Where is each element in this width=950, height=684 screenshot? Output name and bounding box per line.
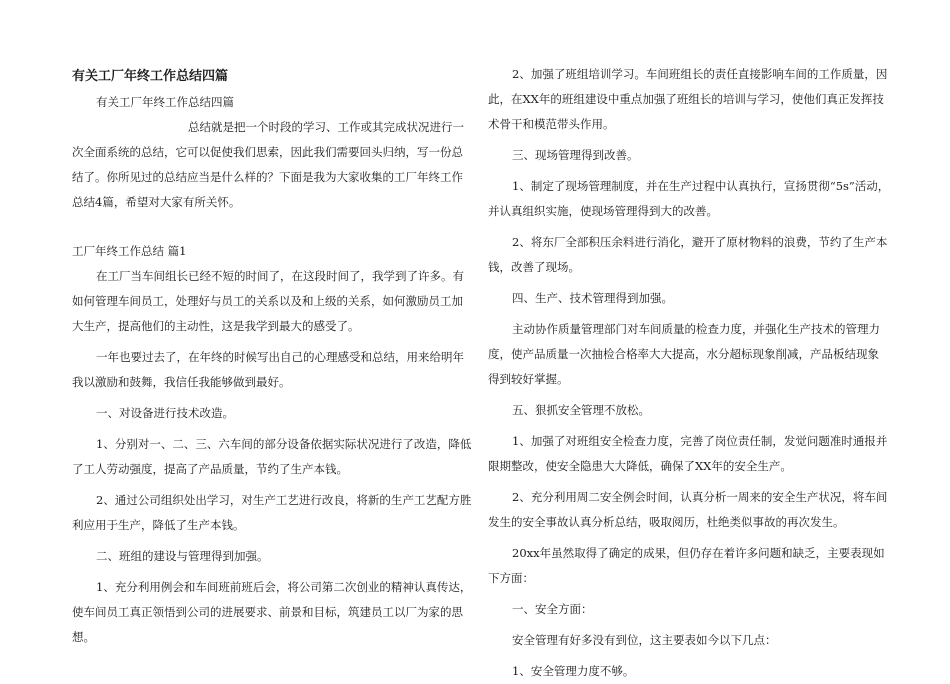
paragraph-line: 我以激励和鼓舞，我信任我能够做到最好。 bbox=[72, 375, 291, 389]
paragraph-line: 2、将东厂全部积压余料进行消化，避开了原材物料的浪费，节约了生产本 bbox=[512, 235, 888, 249]
paragraph-line: 大生产，提高他们的主动性，这是我学到最大的感受了。 bbox=[72, 319, 360, 333]
subheading: 三、现场管理得到改善。 bbox=[512, 148, 639, 162]
paragraph-line: 2、通过公司组织处出学习，对生产工艺进行改良，将新的生产工艺配方胜 bbox=[96, 493, 472, 507]
paragraph-line: 1、加强了对班组安全检查力度，完善了岗位责任制，发觉问题准时通报并 bbox=[512, 434, 888, 448]
intro-line: 次全面系统的总结，它可以促使我们思索，因此我们需要回头归纳，写一份总 bbox=[72, 145, 463, 159]
paragraph-line: 一年也要过去了，在年终的时候写出自己的心理感受和总结，用来给明年 bbox=[96, 350, 464, 364]
paragraph-line: 1、充分利用例会和车间班前班后会，将公司第二次创业的精神认真传达， bbox=[96, 580, 472, 594]
paragraph-line: 了工人劳动强度，提高了产品质量，节约了生产本钱。 bbox=[72, 462, 348, 476]
document-subtitle: 有关工厂年终工作总结四篇 bbox=[96, 95, 234, 109]
paragraph-line: 使车间员工真正领悟到公司的进展要求、前景和目标，筑建员工以厂为家的思 bbox=[72, 605, 463, 619]
paragraph-line: 钱，改善了现场。 bbox=[488, 260, 580, 274]
paragraph-line: 限期整改，使安全隐患大大降低，确保了XX年的安全生产。 bbox=[488, 459, 792, 473]
intro-line: 总结就是把一个时段的学习、工作或其完成状况进行一 bbox=[188, 120, 464, 134]
paragraph-line: 度，使产品质量一次抽检合格率大大提高，水分超标现象削减，产品板结现象 bbox=[488, 347, 879, 361]
paragraph-line: 主动协作质量管理部门对车间质量的检查力度，并强化生产技术的管理力 bbox=[512, 322, 880, 336]
paragraph-line: 1、安全管理力度不够。 bbox=[512, 664, 635, 678]
paragraph-line: 在工厂当车间组长已经不短的时间了，在这段时间了，我学到了许多。有 bbox=[96, 269, 464, 283]
paragraph-line: 并认真组织实施，使现场管理得到大的改善。 bbox=[488, 204, 718, 218]
paragraph-line: 下方面： bbox=[488, 571, 534, 585]
document-title: 有关工厂年终工作总结四篇 bbox=[72, 69, 229, 84]
paragraph-line: 1、制定了现场管理制度，并在生产过程中认真执行，宣扬贯彻“5s”活动， bbox=[512, 179, 890, 193]
subheading: 五、狠抓安全管理不放松。 bbox=[512, 403, 650, 417]
paragraph-line: 20xx年虽然取得了确定的成果，但仍存在着许多问题和缺乏，主要表现如 bbox=[512, 546, 885, 560]
paragraph-line: 2、充分利用周二安全例会时间，认真分析一周来的安全生产状况，将车间 bbox=[512, 490, 888, 504]
section-heading: 工厂年终工作总结 篇1 bbox=[72, 244, 187, 258]
paragraph-line: 发生的安全事故认真分析总结，吸取阅历，杜绝类似事故的再次发生。 bbox=[488, 515, 845, 529]
paragraph-line: 1、分别对一、二、三、六车间的部分设备依据实际状况进行了改造，降低 bbox=[96, 437, 472, 451]
paragraph-line: 2、加强了班组培训学习。车间班组长的责任直接影响车间的工作质量，因 bbox=[512, 67, 888, 81]
intro-line: 总结4篇，希望对大家有所关怀。 bbox=[72, 195, 241, 209]
left-column bbox=[72, 62, 472, 650]
subheading: 四、生产、技术管理得到加强。 bbox=[512, 291, 673, 305]
spacer bbox=[72, 215, 472, 239]
paragraph-line: 如何管理车间员工，处理好与员工的关系以及和上级的关系，如何激励员工加 bbox=[72, 294, 463, 308]
subheading: 一、对设备进行技术改造。 bbox=[96, 406, 234, 420]
paragraph-line: 安全管理有好多没有到位，这主要表如今以下几点： bbox=[512, 633, 777, 647]
paragraph-line: 此，在XX年的班组建设中重点加强了班组长的培训与学习，使他们真正发挥技 bbox=[488, 92, 884, 106]
right-column bbox=[488, 62, 890, 684]
subheading: 一、安全方面： bbox=[512, 602, 593, 616]
subheading: 二、班组的建设与管理得到加强。 bbox=[96, 549, 269, 563]
intro-line: 结了。你所见过的总结应当是什么样的？下面是我为大家收集的工厂年终工作 bbox=[72, 170, 463, 184]
paragraph-line: 利应用于生产，降低了生产本钱。 bbox=[72, 518, 245, 532]
paragraph-line: 术骨干和模范带头作用。 bbox=[488, 117, 615, 131]
paragraph-line: 想。 bbox=[72, 630, 95, 644]
paragraph-line: 得到较好掌握。 bbox=[488, 372, 569, 386]
